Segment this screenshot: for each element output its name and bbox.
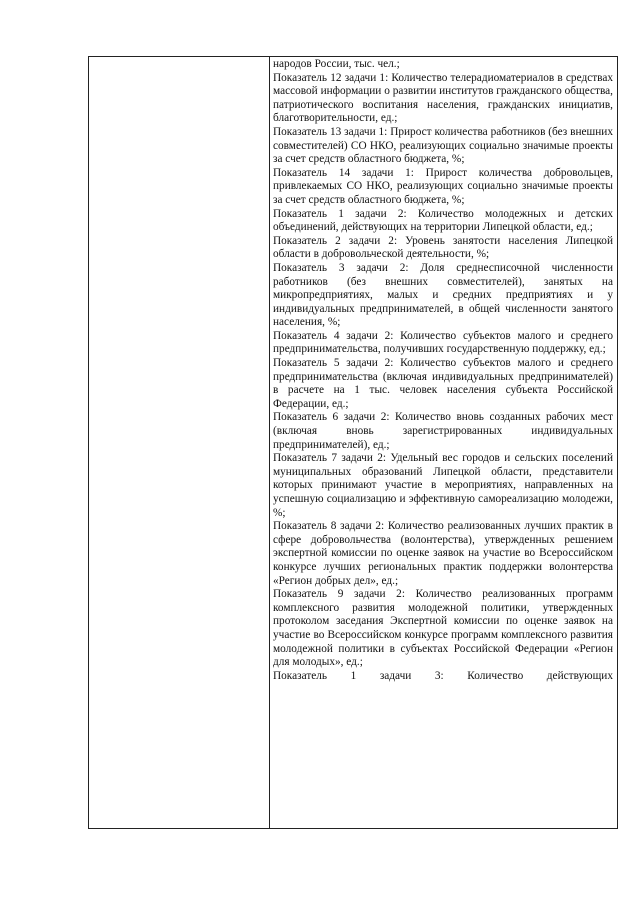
indicator-item: Показатель 7 задачи 2: Удельный вес городов и сельских поселений муниципальных образований Липецкой области, представители которых принимают участие в мероприятиях, направленных на успешную социализацию и эффективную самореализацию молодежи, %; [273, 452, 613, 519]
indicator-item: Показатель 5 задачи 2: Количество субъектов малого и среднего предпринимательства (включая индивидуальных предпринимателей) в расчете на 1 тыс. человек населения субъекта Российской Федерации, ед.; [273, 357, 613, 410]
indicator-item: Показатель 1 задачи 3: Количество действующих [273, 669, 613, 682]
indicator-item: Показатель 12 задачи 1: Количество телерадиоматериалов в средствах массовой информации о развитии институтов гражданского общества, патриотического воспитания населения, гражданских инициатив, благотворительности, ед.; [273, 71, 613, 125]
indicator-item: Показатель 13 задачи 1: Прирост количества работников (без внешних совместителей) СО НКО, реализующих социально значимые проекты за счет средств областного бюджета, %; [273, 125, 613, 166]
indicator-item: Показатель 8 задачи 2: Количество реализованных лучших практик в сфере добровольчества (волонтерства), утвержденных решением экспертной комиссии по оценке заявок на участие во Всероссийском конкурсе лучших региональных практик поддержки волонтерства «Регион добрых дел», ед.; [273, 520, 613, 587]
indicator-item: Показатель 4 задачи 2: Количество субъектов малого и среднего предпринимательства, получивших государственную поддержку, ед.; [273, 329, 613, 356]
indicator-item: народов России, тыс. чел.; [273, 58, 400, 70]
indicator-item: Показатель 1 задачи 2: Количество молодежных и детских объединений, действующих на территории Липецкой области, ед.; [273, 207, 613, 234]
table-left-cell [89, 57, 270, 828]
indicator-item: Показатель 14 задачи 1: Прирост количества добровольцев, привлекаемых СО НКО, реализующих социально значимые проекты за счет средств областного бюджета, %; [273, 166, 613, 206]
indicator-item: Показатель 3 задачи 2: Доля среднесписочной численности работников (без внешних совместителей), занятых на микропредприятиях, малых и средних предприятиях и у индивидуальных предпринимателей, в общей численности занятого населения, %; [273, 261, 613, 329]
indicator-item: Показатель 9 задачи 2: Количество реализованных программ комплексного развития молодежной политики, утвержденных протоколом заседания Экспертной комиссии по оценке заявок на участие во Всероссийском конкурсе программ комплексного развития молодежной политики в субъектах Российской Федерации «Регион для молодых», ед.; [273, 588, 613, 669]
table-right-cell [270, 57, 617, 828]
document-table [88, 56, 618, 829]
indicator-item: Показатель 6 задачи 2: Количество вновь созданных рабочих мест (включая вновь зарегистрированных индивидуальных предпринимателей), ед.; [273, 411, 613, 451]
indicator-item: Показатель 2 задачи 2: Уровень занятости населения Липецкой области в добровольческой деятельности, %; [273, 234, 613, 261]
